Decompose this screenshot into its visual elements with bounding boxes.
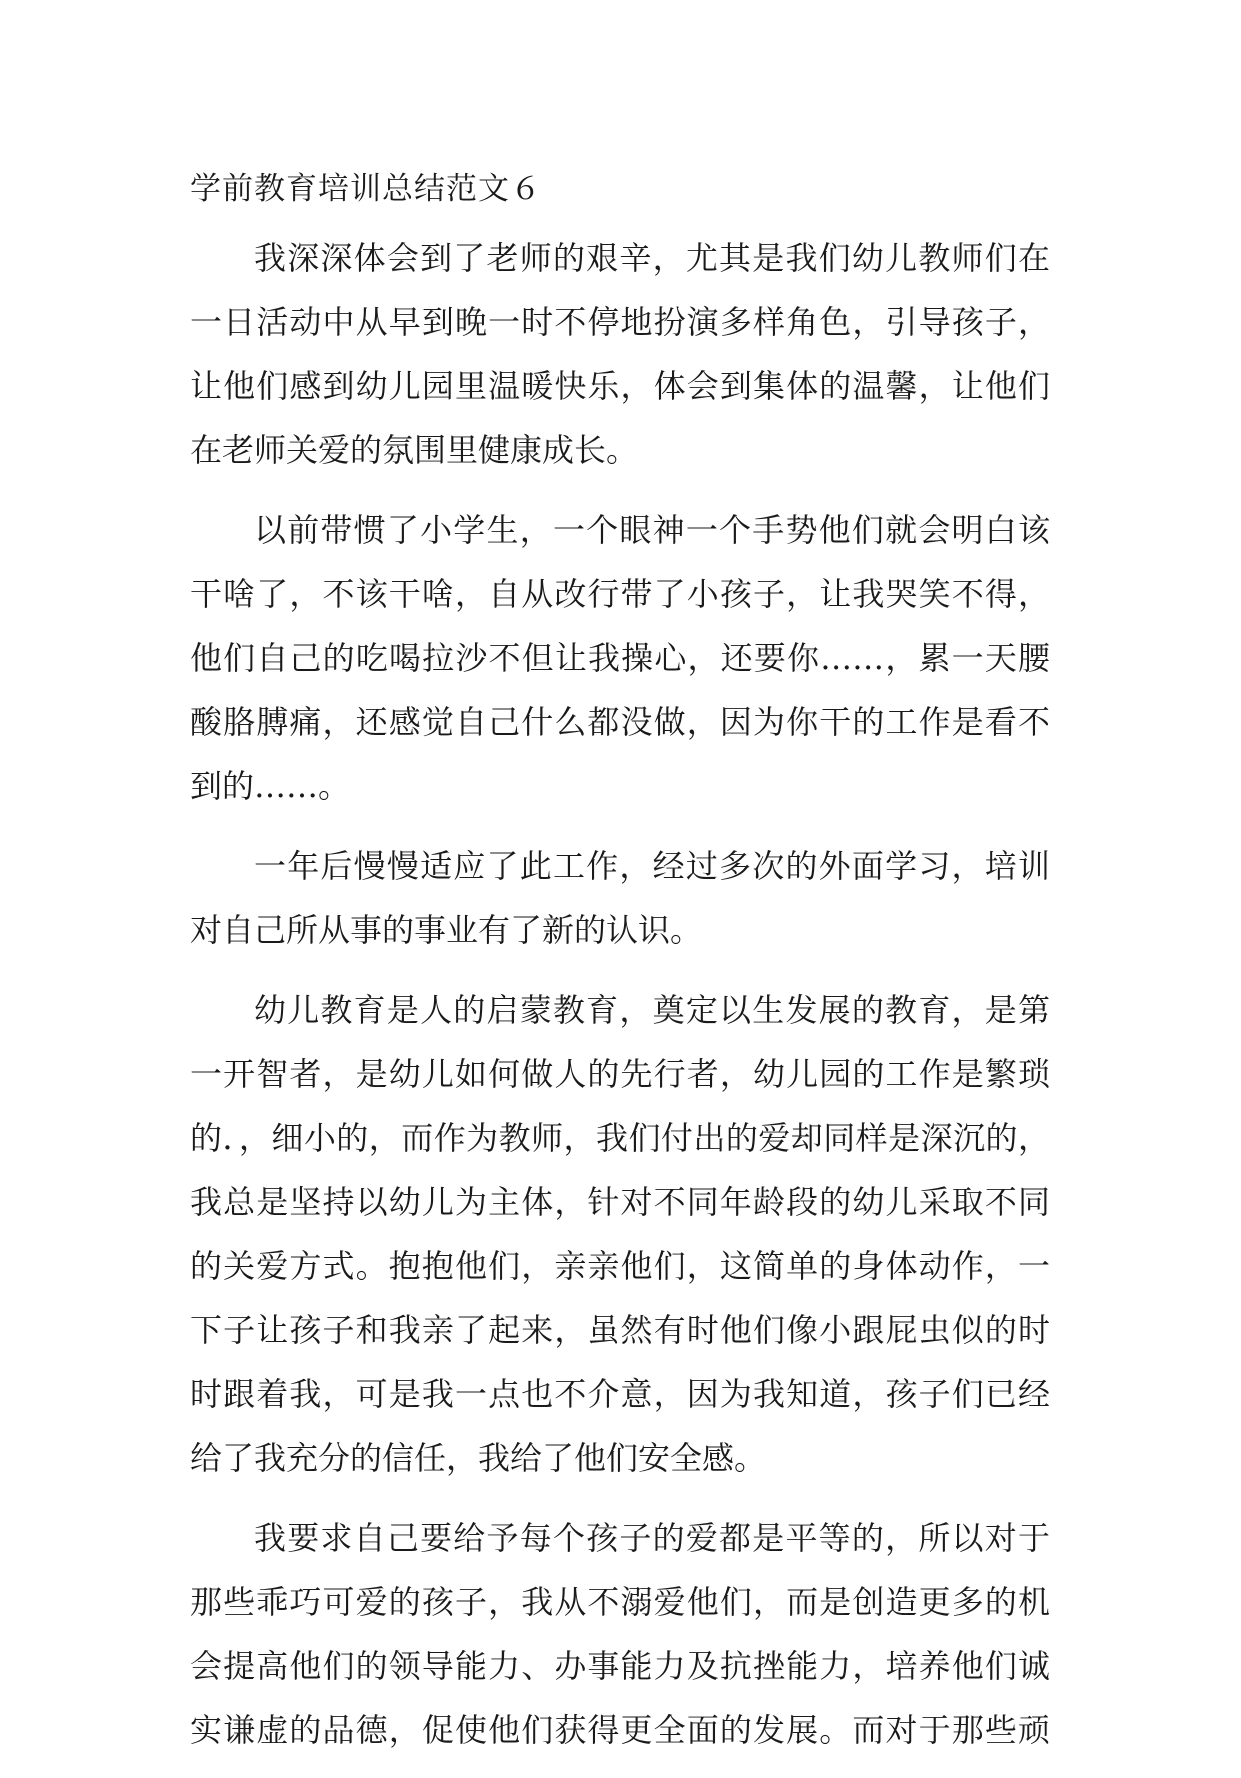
- paragraph-line: 对自己所从事的事业有了新的认识。: [190, 911, 703, 949]
- paragraph-line: 的．，细小的，而作为教师，我们付出的爱却同样是深沉的，: [190, 1119, 1050, 1157]
- paragraph-line: 我总是坚持以幼儿为主体，针对不同年龄段的幼儿采取不同: [190, 1183, 1050, 1221]
- paragraph-line: 他们自己的吃喝拉沙不但让我操心，还要你……，累一天腰: [190, 639, 1050, 677]
- paragraph-line: 让他们感到幼儿园里温暖快乐，体会到集体的温馨，让他们: [190, 367, 1050, 405]
- paragraph-line: 那些乖巧可爱的孩子，我从不溺爱他们，而是创造更多的机: [190, 1583, 1050, 1621]
- paragraph-line: 我深深体会到了老师的艰辛，尤其是我们幼儿教师们在: [254, 239, 1050, 277]
- paragraph-line: 酸胳膊痛，还感觉自己什么都没做，因为你干的工作是看不: [190, 703, 1050, 741]
- paragraph-line: 一年后慢慢适应了此工作，经过多次的外面学习，培训: [254, 847, 1050, 885]
- paragraph-5: [190, 1506, 1050, 1762]
- paragraph-line: 到的……。: [190, 767, 351, 805]
- paragraph-line: 一日活动中从早到晚一时不停地扮演多样角色，引导孩子，: [190, 303, 1050, 341]
- document-page: [190, 160, 1050, 1778]
- paragraph-line: 会提高他们的领导能力、办事能力及抗挫能力，培养他们诚: [190, 1647, 1050, 1685]
- document-title: 学前教育培训总结范文６: [190, 171, 542, 207]
- paragraph-line: 的关爱方式。抱抱他们，亲亲他们，这简单的身体动作，一: [190, 1247, 1050, 1285]
- paragraph-line: 干啥了，不该干啥，自从改行带了小孩子，让我哭笑不得，: [190, 575, 1050, 613]
- paragraph-line: 给了我充分的信任，我给了他们安全感。: [190, 1439, 767, 1477]
- paragraph-line: 一开智者，是幼儿如何做人的先行者，幼儿园的工作是繁琐: [190, 1055, 1050, 1093]
- paragraph-2: [190, 498, 1050, 818]
- paragraph-line: 以前带惯了小学生，一个眼神一个手势他们就会明白该: [254, 511, 1050, 549]
- paragraph-line: 幼儿教育是人的启蒙教育，奠定以生发展的教育，是第: [254, 991, 1050, 1029]
- paragraph-line: 在老师关爱的氛围里健康成长。: [190, 431, 639, 469]
- paragraph-line: 时跟着我，可是我一点也不介意，因为我知道，孩子们已经: [190, 1375, 1050, 1413]
- paragraph-line: 下子让孩子和我亲了起来，虽然有时他们像小跟屁虫似的时: [190, 1311, 1050, 1349]
- paragraph-line: 我要求自己要给予每个孩子的爱都是平等的，所以对于: [254, 1519, 1050, 1557]
- paragraph-3: [190, 834, 1050, 962]
- paragraph-line: 实谦虚的品德，促使他们获得更全面的发展。而对于那些顽: [190, 1711, 1050, 1749]
- paragraph-4: [190, 978, 1050, 1490]
- paragraph-1: [190, 226, 1050, 482]
